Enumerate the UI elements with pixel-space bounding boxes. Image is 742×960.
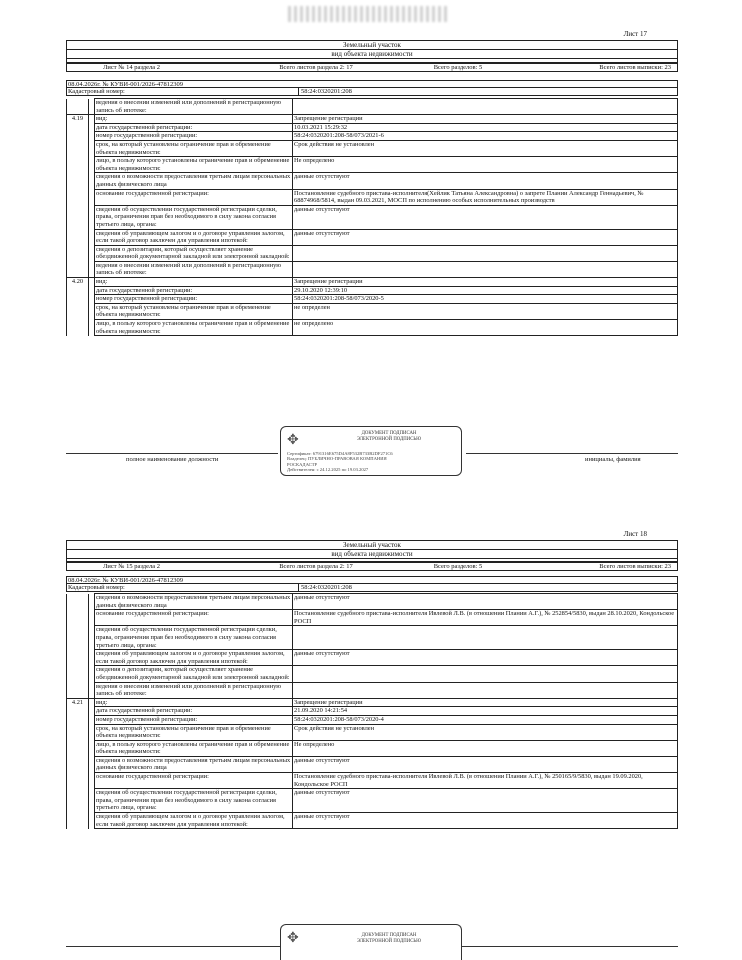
position-caption: полное наименование должности	[126, 456, 219, 463]
table-row	[67, 157, 678, 173]
table-row	[67, 245, 678, 261]
field-value: 58:24:0320201:208-58/073/2020-5	[293, 295, 678, 304]
field-label: сведения об осуществлении государственной регистрации сделки, права, ограничения прав без необходимого в силу закона согласия третьего лица, органа:	[95, 626, 293, 650]
object-type: Земельный участок	[67, 41, 677, 50]
record-number	[67, 682, 89, 698]
table-row	[67, 99, 678, 115]
record-number	[67, 140, 89, 156]
extract-number: 08.04.2026г. № КУВИ-001/2026-47812309	[68, 81, 183, 88]
stamp-owner: Владелец: ПУБЛИЧНО-ПРАВОВАЯ КОМПАНИЯ	[287, 456, 387, 462]
sheet-meta	[66, 63, 678, 72]
record-number	[67, 295, 89, 304]
sheet-label: Лист 17	[623, 30, 647, 38]
table-row	[67, 205, 678, 229]
table-row	[67, 724, 678, 740]
table-row	[67, 715, 678, 724]
total-extract-sheets: Всего листов выписки: 23	[599, 64, 671, 71]
table-row	[67, 123, 678, 132]
field-value: Запрещение регистрации	[293, 278, 678, 287]
record-number	[67, 320, 89, 336]
field-value: 21.09.2020 14:21:54	[293, 707, 678, 716]
field-label: лицо, в пользу которого установлены ограничение прав и обременение объекта недвижимости:	[95, 157, 293, 173]
field-label: номер государственной регистрации:	[95, 295, 293, 304]
field-value	[293, 626, 678, 650]
cadastral-value: 58:24:0320201:208	[301, 88, 352, 95]
record-number	[67, 261, 89, 277]
field-value: Постановление судебного пристава-исполнителя Ивлевой Л.В. (в отношении Плании А.Г.), № 252854/5830, выдан 28.10.2020, Кондольское РОСП	[293, 610, 678, 626]
record-number	[67, 650, 89, 666]
extract-number: 08.04.2026г. № КУВИ-001/2026-47812309	[68, 577, 183, 584]
table-row	[67, 666, 678, 682]
sheet-of-section: Лист № 14 раздела 2	[103, 64, 160, 71]
total-section-sheets: Всего листов раздела 2: 17	[279, 563, 353, 570]
total-section-sheets: Всего листов раздела 2: 17	[279, 64, 353, 71]
table-row	[67, 278, 678, 287]
encumbrance-table	[66, 98, 678, 336]
record-number: 4.19	[67, 115, 89, 124]
extract-page-18	[0, 480, 742, 960]
record-number	[67, 123, 89, 132]
stamp-title-1: ДОКУМЕНТ ПОДПИСАН	[361, 431, 417, 436]
e-signature-stamp	[280, 426, 462, 476]
field-value: Срок действия не установлен	[293, 724, 678, 740]
record-number	[67, 740, 89, 756]
field-label: сведения об осуществлении государственной регистрации сделки, права, ограничения прав без необходимого в силу закона согласия третьего лица, органа:	[95, 789, 293, 813]
field-value: Постановление судебного пристава-исполнителя(Хейлик Татьяна Александровна) о запрете Плании Александр Геннадьевич, № 68874968/5814, выдан 09.03.2021, МОСП по исполнению особых исполнительных производств	[293, 189, 678, 205]
field-label: сведения о возможности предоставления третьим лицам персональных данных физического лица	[95, 756, 293, 772]
record-number	[67, 173, 89, 189]
field-label: сведения об осуществлении государственной регистрации сделки, права, ограничения прав без необходимого в силу закона согласия третьего лица, органа:	[95, 205, 293, 229]
stamp-title-2: ЭЛЕКТРОННОЙ ПОДПИСЬЮ	[356, 939, 422, 944]
field-value	[293, 666, 678, 682]
table-row	[67, 320, 678, 336]
table-row	[67, 303, 678, 319]
field-label: вид:	[95, 278, 293, 287]
field-label: сведения о депозитарии, который осуществляет хранение обездвиженной документарной закладной или электронной закладной:	[95, 245, 293, 261]
record-number	[67, 189, 89, 205]
record-number	[67, 229, 89, 245]
table-row	[67, 173, 678, 189]
table-row	[67, 682, 678, 698]
field-value: не определено	[293, 320, 678, 336]
field-value: данные отсутствуют	[293, 594, 678, 610]
table-row	[67, 115, 678, 124]
record-number	[67, 99, 89, 115]
record-number	[67, 594, 89, 610]
table-row	[67, 789, 678, 813]
field-label: сведения о депозитарии, который осуществляет хранение обездвиженной документарной закладной или электронной закладной:	[95, 666, 293, 682]
field-label: сведения об управляющем залогом и о договоре управления залогом, если такой договор заключен для управления ипотекой:	[95, 650, 293, 666]
table-row	[67, 626, 678, 650]
table-row	[67, 189, 678, 205]
field-label: номер государственной регистрации:	[95, 715, 293, 724]
field-label: основание государственной регистрации:	[95, 610, 293, 626]
stamp-title-1: ДОКУМЕНТ ПОДПИСАН	[361, 933, 417, 938]
field-value: данные отсутствуют	[293, 205, 678, 229]
field-value: Запрещение регистрации	[293, 698, 678, 707]
record-number	[67, 245, 89, 261]
stamp-owner-org: РОСКАДАСТР	[287, 461, 318, 467]
record-number	[67, 132, 89, 141]
field-value: Не определено	[293, 157, 678, 173]
field-label: срок, на который установлены ограничение прав и обременение объекта недвижимости:	[95, 140, 293, 156]
field-value	[293, 99, 678, 115]
table-row	[67, 295, 678, 304]
sheet-of-section: Лист № 15 раздела 2	[103, 563, 160, 570]
field-value: данные отсутствуют	[293, 650, 678, 666]
field-value: Срок действия не установлен	[293, 140, 678, 156]
record-number	[67, 813, 89, 829]
table-row	[67, 594, 678, 610]
cadastral-value: 58:24:0320201:208	[301, 584, 352, 591]
e-signature-stamp	[280, 924, 462, 960]
field-value: 58:24:0320201:208-58/073/2020-4	[293, 715, 678, 724]
stamp-title-2: ЭЛЕКТРОННОЙ ПОДПИСЬЮ	[356, 437, 422, 442]
field-label: основание государственной регистрации:	[95, 773, 293, 789]
field-value: 29.10.2020 12:39:10	[293, 286, 678, 295]
field-label: лицо, в пользу которого установлены ограничение прав и обременение объекта недвижимости:	[95, 740, 293, 756]
field-value: данные отсутствуют	[293, 173, 678, 189]
record-number	[67, 610, 89, 626]
field-label: дата государственной регистрации:	[95, 707, 293, 716]
field-value: 58:24:0320201:208-58/073/2021-6	[293, 132, 678, 141]
field-label: лицо, в пользу которого установлены ограничение прав и обременение объекта недвижимости:	[95, 320, 293, 336]
table-row	[67, 707, 678, 716]
field-label: сведения о возможности предоставления третьим лицам персональных данных физического лица	[95, 594, 293, 610]
field-value: данные отсутствуют	[293, 229, 678, 245]
sheet-label: Лист 18	[623, 530, 647, 538]
record-number	[67, 157, 89, 173]
encumbrance-table	[66, 593, 678, 829]
field-label: номер государственной регистрации:	[95, 132, 293, 141]
object-type: Земельный участок	[67, 541, 677, 550]
field-label: вид:	[95, 698, 293, 707]
field-value: не определен	[293, 303, 678, 319]
field-label: основание государственной регистрации:	[95, 189, 293, 205]
table-row	[67, 610, 678, 626]
field-label: дата государственной регистрации:	[95, 286, 293, 295]
record-number	[67, 666, 89, 682]
table-row	[67, 773, 678, 789]
field-value	[293, 245, 678, 261]
field-value: Запрещение регистрации	[293, 115, 678, 124]
field-value: данные отсутствуют	[293, 813, 678, 829]
signature-line-name	[466, 453, 678, 454]
field-label: сведения о возможности предоставления третьим лицам персональных данных физического лица	[95, 173, 293, 189]
emblem-icon: ✥	[287, 433, 299, 448]
field-value: 10.03.2021 15:29:32	[293, 123, 678, 132]
object-kind-caption: вид объекта недвижимости	[331, 50, 413, 58]
field-label: срок, на который установлены ограничение прав и обременение объекта недвижимости:	[95, 724, 293, 740]
record-number	[67, 724, 89, 740]
total-extract-sheets: Всего листов выписки: 23	[599, 563, 671, 570]
field-label: ведения о внесении изменений или дополнений в регистрационную запись об ипотеке:	[95, 682, 293, 698]
field-label: вид:	[95, 115, 293, 124]
table-row	[67, 756, 678, 772]
table-row	[67, 132, 678, 141]
record-number	[67, 303, 89, 319]
emblem-icon: ✥	[287, 931, 299, 946]
record-number: 4.21	[67, 698, 89, 707]
field-label: дата государственной регистрации:	[95, 123, 293, 132]
field-label: сведения об управляющем залогом и о договоре управления залогом, если такой договор заключен для управления ипотекой:	[95, 229, 293, 245]
record-number	[67, 773, 89, 789]
table-row	[67, 650, 678, 666]
signature-line-position	[66, 453, 278, 454]
field-label: сведения об управляющем залогом и о договоре управления залогом, если такой договор заключен для управления ипотекой:	[95, 813, 293, 829]
field-label: ведения о внесении изменений или дополнений в регистрационную запись об ипотеке:	[95, 99, 293, 115]
name-caption: инициалы, фамилия	[585, 456, 641, 463]
record-number	[67, 715, 89, 724]
field-label: ведения о внесении изменений или дополнений в регистрационную запись об ипотеке:	[95, 261, 293, 277]
record-number: 4.20	[67, 278, 89, 287]
record-number	[67, 626, 89, 650]
object-kind-caption: вид объекта недвижимости	[331, 550, 413, 558]
total-sections: Всего разделов: 5	[433, 64, 483, 71]
cadastral-label: Кадастровый номер:	[67, 88, 299, 95]
registration-block	[66, 576, 678, 592]
record-number	[67, 205, 89, 229]
stamp-validity: Действителен: с 24.12.2025 по 19.03.2027	[287, 467, 369, 473]
field-value	[293, 682, 678, 698]
table-row	[67, 140, 678, 156]
record-number	[67, 756, 89, 772]
total-sections: Всего разделов: 5	[433, 563, 483, 570]
table-row	[67, 698, 678, 707]
field-value: данные отсутствуют	[293, 789, 678, 813]
record-number	[67, 286, 89, 295]
sheet-meta	[66, 562, 678, 571]
table-row	[67, 740, 678, 756]
table-row	[67, 261, 678, 277]
field-value: Не определено	[293, 740, 678, 756]
record-number	[67, 707, 89, 716]
table-row	[67, 229, 678, 245]
stamp-certificate: Сертификат: 6791316E675D4A8F532B733B2DF271C6	[287, 451, 393, 456]
field-value: Постановление судебного пристава-исполнителя Ивлевой Л.В. (в отношении Плании А.Г.), № 250165/9/5830, выдан 19.09.2020, Кондольское РОСП	[293, 773, 678, 789]
table-row	[67, 286, 678, 295]
table-row	[67, 813, 678, 829]
cadastral-label: Кадастровый номер:	[67, 584, 299, 591]
field-label: срок, на который установлены ограничение прав и обременение объекта недвижимости:	[95, 303, 293, 319]
field-value	[293, 261, 678, 277]
registration-block	[66, 80, 678, 96]
record-number	[67, 789, 89, 813]
field-value: данные отсутствуют	[293, 756, 678, 772]
scan-smudge	[288, 6, 448, 22]
